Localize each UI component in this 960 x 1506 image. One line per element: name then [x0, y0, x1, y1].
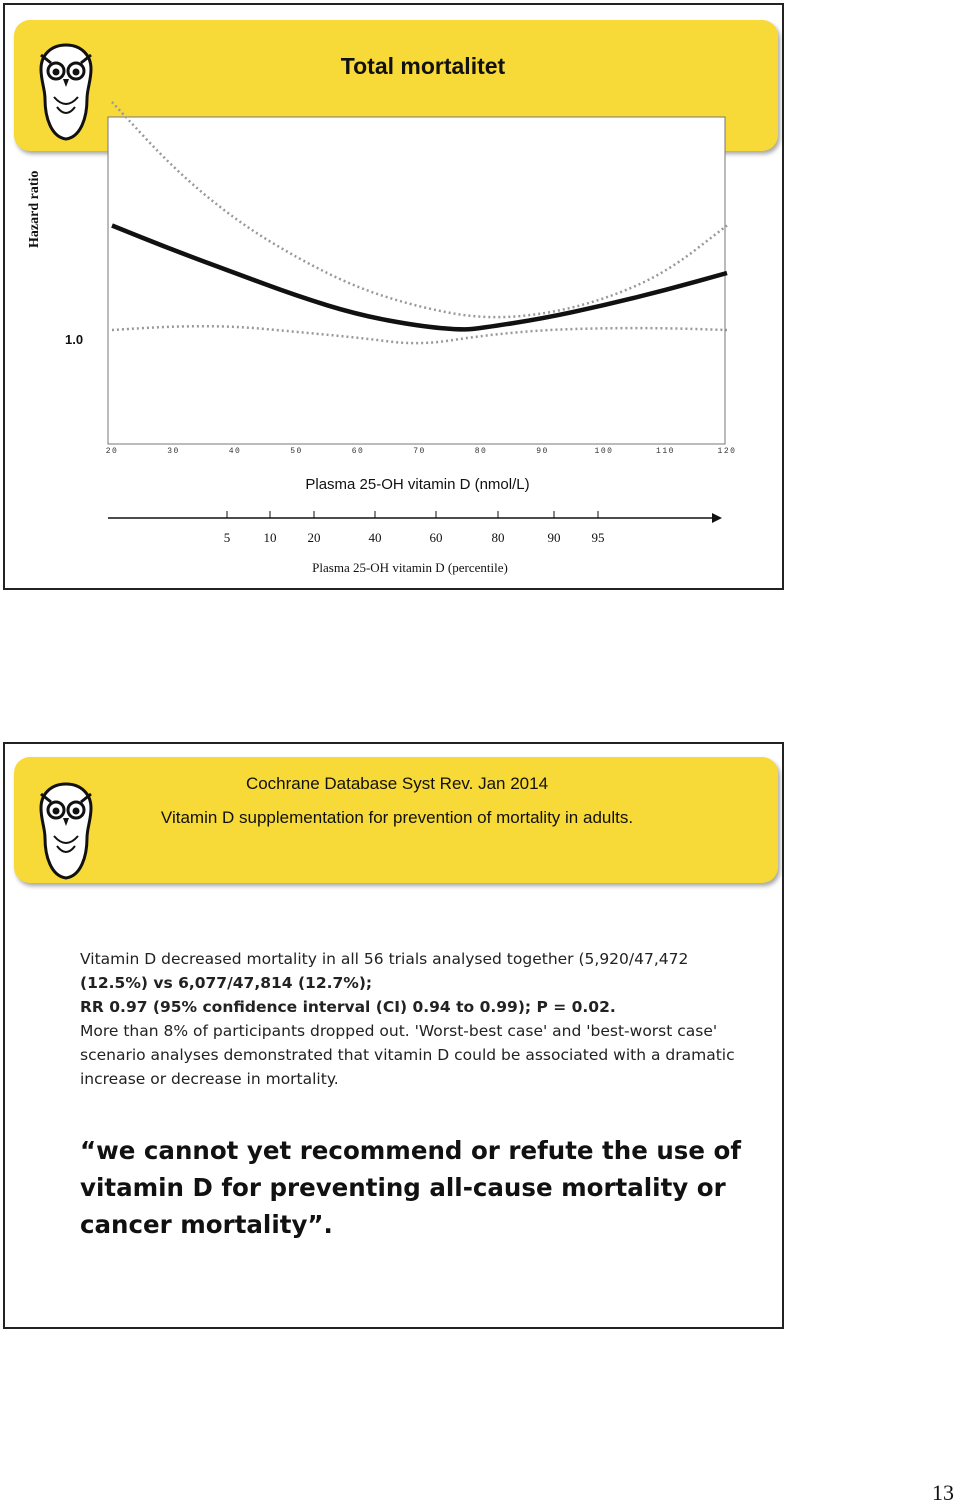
- results-line-1: Vitamin D decreased mortality in all 56 trials analysed together (5,920/47,472: [80, 950, 689, 968]
- owl-logo-icon: [37, 780, 95, 880]
- x-tick-nmol: 80: [474, 447, 488, 456]
- page-number: 13: [932, 1480, 954, 1505]
- slide-cochrane-review: [3, 742, 784, 1329]
- x-tick-nmol: 110: [656, 447, 675, 456]
- x-tick-nmol: 40: [228, 447, 242, 456]
- x-tick-percentile: 20: [307, 530, 321, 545]
- x-tick-percentile: 80: [491, 530, 505, 545]
- citation-title: Vitamin D supplementation for prevention of mortality in adults.: [160, 808, 634, 827]
- y-tick-label: 1.0: [65, 332, 84, 347]
- x-tick-nmol: 100: [594, 447, 614, 456]
- percentile-axis-arrow: [712, 513, 722, 523]
- x-tick-percentile: 10: [263, 530, 277, 545]
- x-tick-percentile: 95: [591, 530, 605, 545]
- x-tick-percentile: 5: [223, 530, 231, 545]
- citation-journal: Cochrane Database Syst Rev. Jan 2014: [245, 774, 549, 793]
- x-tick-nmol: 120: [717, 447, 737, 456]
- x-tick-percentile: 60: [429, 530, 443, 545]
- slide-title: Total mortalitet: [340, 53, 506, 79]
- conclusion-quote: “we cannot yet recommend or refute the use of vitamin D for preventing all-cause mortality or cancer mortality”.: [80, 1136, 742, 1239]
- x-tick-nmol: 50: [290, 447, 303, 456]
- results-line-3: RR 0.97 (95% confidence interval (CI) 0.94 to 0.99); P = 0.02.: [80, 998, 616, 1016]
- plot-frame: [108, 117, 725, 444]
- x-tick-nmol: 20: [105, 447, 119, 456]
- x-tick-percentile: 90: [547, 530, 561, 545]
- x-axis-label-percentile: Plasma 25-OH vitamin D (percentile): [312, 560, 508, 575]
- y-axis-label: Hazard ratio: [27, 170, 42, 248]
- x-axis-label-nmol: Plasma 25-OH vitamin D (nmol/L): [305, 476, 530, 493]
- x-tick-nmol: 90: [536, 447, 549, 456]
- slide-total-mortality: [3, 3, 784, 590]
- x-tick-percentile: 40: [368, 530, 382, 545]
- hazard-ratio-chart: [5, 5, 782, 588]
- x-tick-nmol: 30: [167, 447, 180, 456]
- x-tick-nmol: 60: [351, 447, 365, 456]
- dropout-paragraph: More than 8% of participants dropped out. 'Worst-best case' and 'best-worst case' scenario analyses demonstrated that vitamin D could be associated with a dramatic increase or decrease in mortality.: [80, 1022, 735, 1088]
- x-tick-nmol: 70: [413, 447, 426, 456]
- results-paragraph: [80, 947, 760, 1019]
- results-line-2: (12.5%) vs 6,077/47,814 (12.7%);: [80, 974, 373, 992]
